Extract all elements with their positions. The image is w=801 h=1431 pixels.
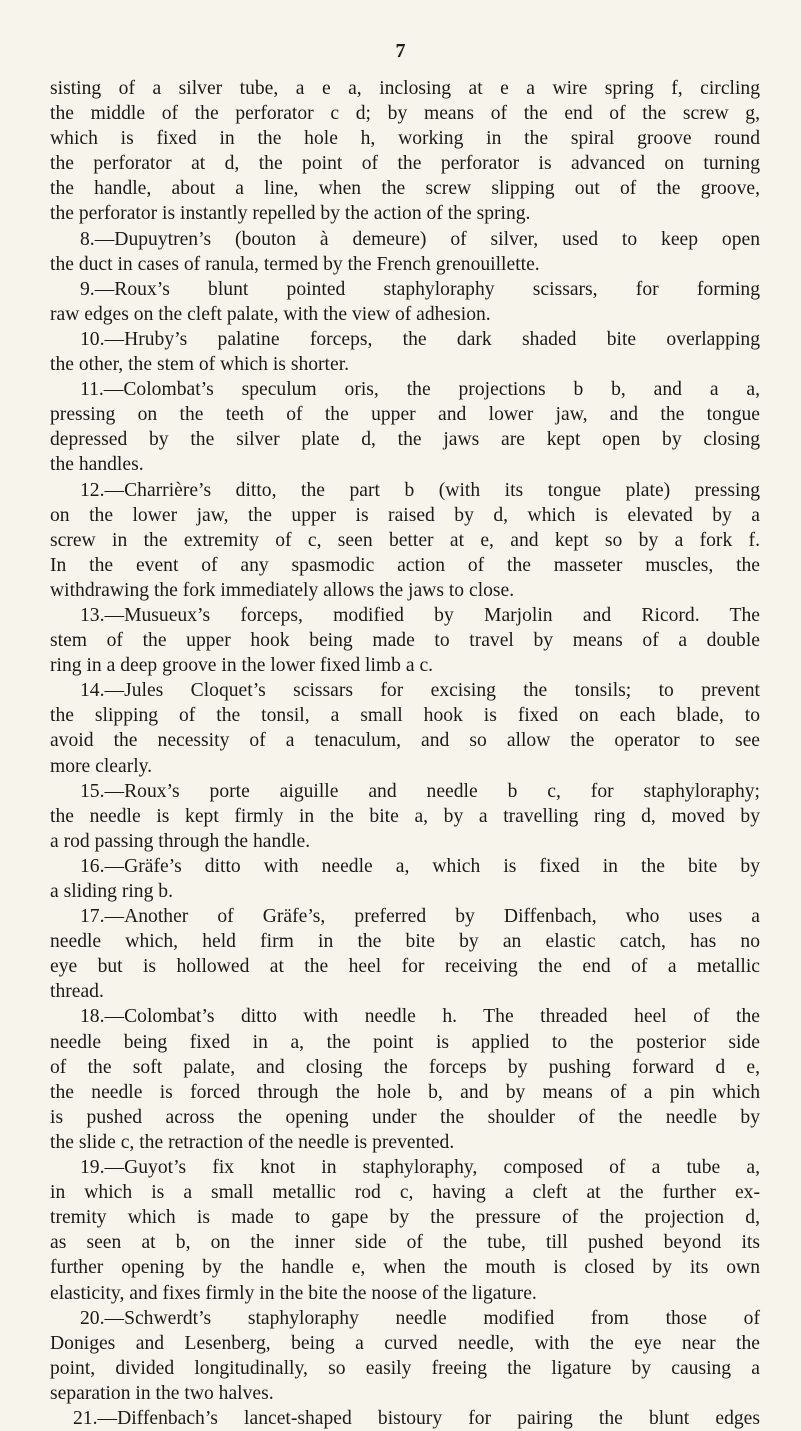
text-line: which is fixed in the hole h, working in the spiral groove round [50,128,760,150]
paragraph-start-8: 8.—Dupuytren’s (bouton à demeure) of silver, used to keep open [80,228,760,250]
text-line: screw in the extremity of c, seen better at e, and kept so by a fork f. [50,529,760,551]
paragraph-start-20: 20.—Schwerdt’s staphyloraphy needle modified from those of [80,1307,760,1329]
text-line: as seen at b, on the inner side of the tube, till pushed beyond its [50,1232,760,1254]
paragraph-start-19: 19.—Guyot’s fix knot in staphyloraphy, composed of a tube a, [80,1157,760,1179]
text-line: tremity which is made to gape by the pressure of the projection d, [50,1207,760,1229]
paragraph-start-9: 9.—Roux’s blunt pointed staphyloraphy scissars, for forming [80,278,760,300]
text-line: needle being fixed in a, the point is applied to the posterior side [50,1031,760,1053]
text-line: the other, the stem of which is shorter. [50,354,350,376]
text-line: withdrawing the fork immediately allows the jaws to close. [50,579,515,601]
paragraph-start-11: 11.—Colombat’s speculum oris, the projections b b, and a a, [80,379,760,401]
text-line: thread. [50,981,104,1003]
paragraph-start-13: 13.—Musueux’s forceps, modified by Marjolin and Ricord. The [80,604,760,626]
text-line: a rod passing through the handle. [50,830,311,852]
paragraph-start-17: 17.—Another of Gräfe’s, preferred by Diffenbach, who uses a [80,906,760,928]
paragraph-start-16: 16.—Gräfe’s ditto with needle a, which is fixed in the bite by [80,855,760,877]
paragraph-start-14: 14.—Jules Cloquet’s scissars for excising the tonsils; to prevent [80,680,760,702]
text-line: the perforator at d, the point of the perforator is advanced on turning [50,153,760,175]
text-line: avoid the necessity of a tenaculum, and so allow the operator to see [50,730,760,752]
text-line: depressed by the silver plate d, the jaws are kept open by closing [50,429,760,451]
text-line: the slide c, the retraction of the needle is prevented. [50,1131,455,1153]
text-line: a sliding ring b. [50,881,173,902]
text-line: pressing on the teeth of the upper and lower jaw, and the tongue [50,404,760,426]
paragraph-start-21: 21.—Diffenbach’s lancet-shaped bistoury for pairing the blunt edges [73,1407,760,1429]
text-body [50,76,760,1431]
text-line: eye but is hollowed at the heel for receiving the end of a metallic [50,956,760,978]
text-line: the perforator is instantly repelled by the action of the spring. [50,203,531,225]
text-line: more clearly. [50,755,153,777]
paragraph-start-10: 10.—Hruby’s palatine forceps, the dark shaded bite overlapping [80,328,760,350]
paragraph-start-18: 18.—Colombat’s ditto with needle h. The threaded heel of the [80,1006,760,1028]
text-line: the duct in cases of ranula, termed by the French grenouillette. [50,253,540,275]
text-line: raw edges on the cleft palate, with the view of adhesion. [50,303,491,325]
text-line: in which is a small metallic rod c, having a cleft at the further ex- [50,1182,760,1204]
text-line: Doniges and Lesenberg, being a curved needle, with the eye near the [50,1332,760,1354]
text-line: point, divided longitudinally, so easily freeing the ligature by causing a [50,1357,760,1379]
text-line: of the soft palate, and closing the forceps by pushing forward d e, [50,1056,760,1078]
text-line: the middle of the perforator c d; by means of the end of the screw g, [50,103,760,125]
paragraph-start-12: 12.—Charrière’s ditto, the part b (with its tongue plate) pressing [80,479,760,501]
text-line: sisting of a silver tube, a e a, inclosing at e a wire spring f, circling [50,78,760,99]
text-line: the handle, about a line, when the screw slipping out of the groove, [50,178,760,200]
text-line: stem of the upper hook being made to travel by means of a double [50,630,760,652]
text-line: the slipping of the tonsil, a small hook is fixed on each blade, to [50,705,760,727]
text-line: is pushed across the opening under the shoulder of the needle by [50,1106,760,1128]
text-line: In the event of any spasmodic action of the masseter muscles, the [50,554,760,576]
paragraph-start-15: 15.—Roux’s porte aiguille and needle b c, for staphyloraphy; [80,780,760,802]
text-line: the needle is forced through the hole b, and by means of a pin which [50,1081,760,1103]
text-line: separation in the two halves. [50,1382,274,1404]
text-line: further opening by the handle e, when the mouth is closed by its own [50,1257,760,1279]
text-line: the needle is kept firmly in the bite a, by a travelling ring d, moved by [50,805,760,827]
text-line: ring in a deep groove in the lower fixed limb a c. [50,655,434,677]
text-line: on the lower jaw, the upper is raised by d, which is elevated by a [50,504,760,526]
page-number: 7 [395,40,406,62]
text-line: needle which, held firm in the bite by an elastic catch, has no [50,931,760,953]
text-line: elasticity, and fixes firmly in the bite the noose of the ligature. [50,1282,537,1304]
text-line: the handles. [50,454,144,476]
